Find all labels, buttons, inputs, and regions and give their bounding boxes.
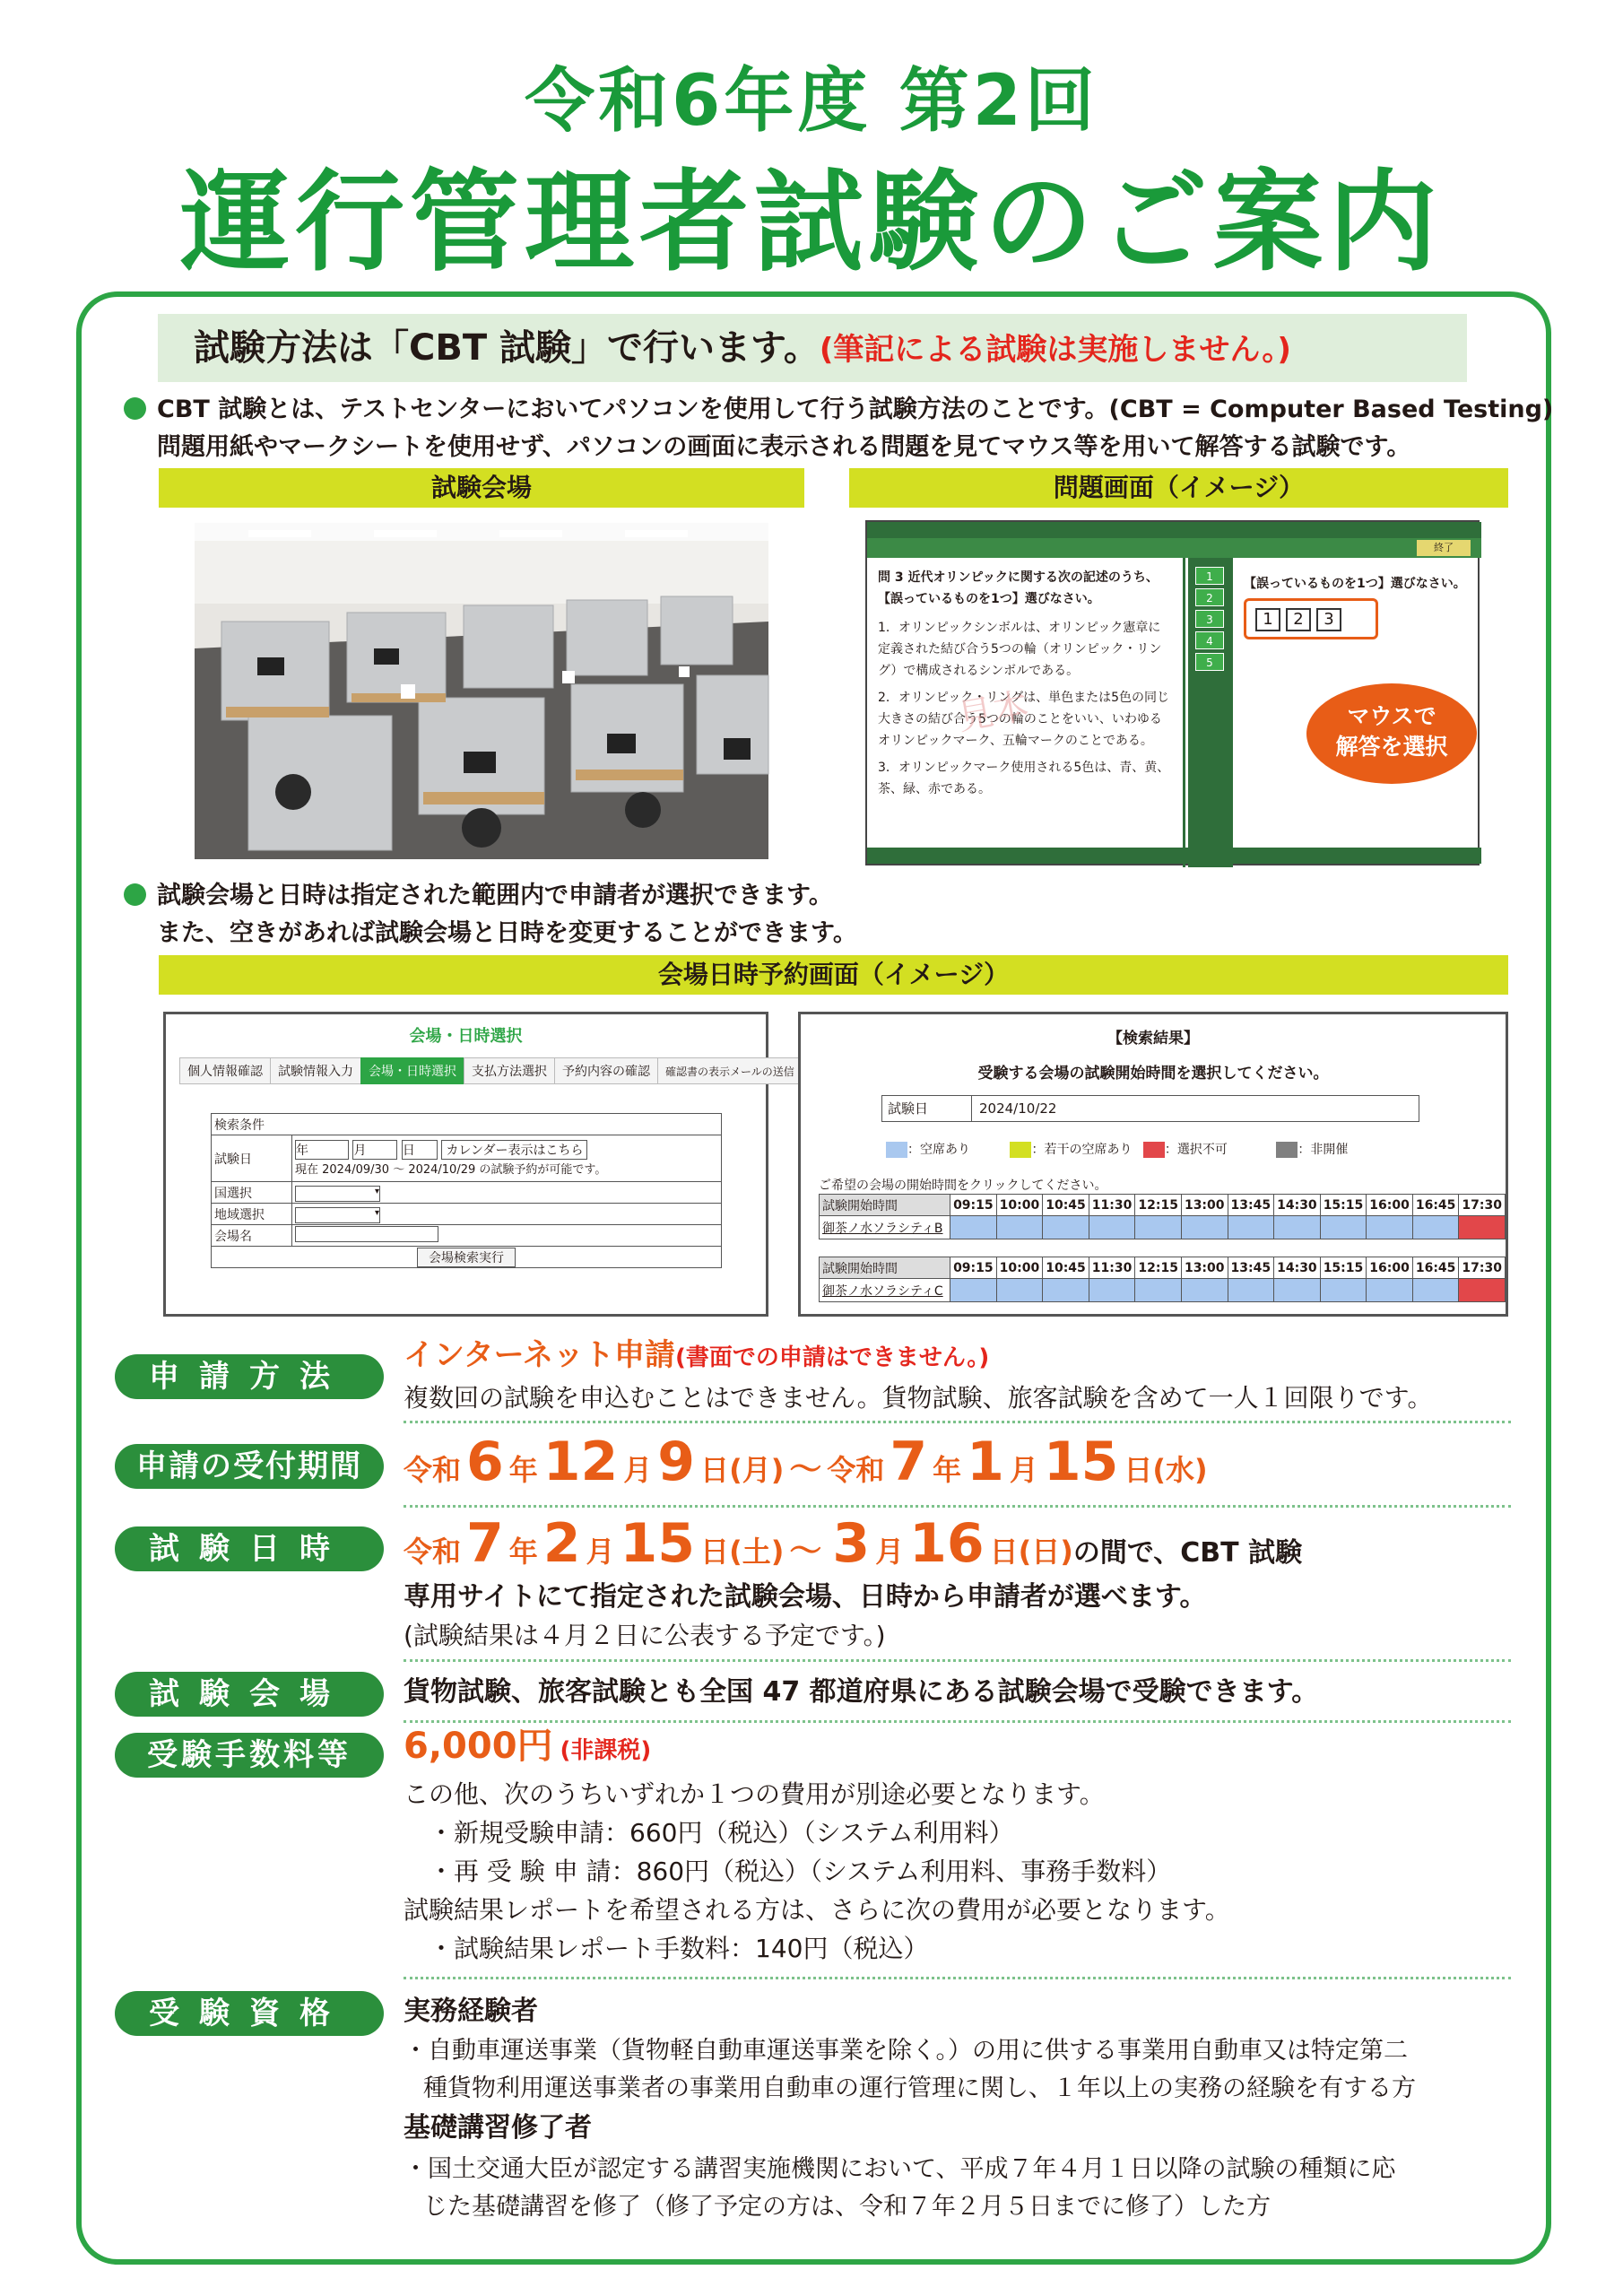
time-slot[interactable] bbox=[1320, 1279, 1367, 1302]
date-token: 月 bbox=[875, 1535, 905, 1569]
date-token: 7 bbox=[466, 1512, 504, 1575]
step-5: 予約内容の確認 bbox=[554, 1057, 658, 1084]
fee-line-3: ・再 受 験 申 請：860円（税込）（システム利用料、事務手数料） bbox=[404, 1857, 1172, 1886]
time-slot[interactable] bbox=[1181, 1216, 1228, 1239]
exam-date-label: 試験日 bbox=[212, 1135, 292, 1182]
step-6: 確認書の表示メールの送信 bbox=[657, 1057, 803, 1084]
time-slot[interactable] bbox=[950, 1216, 997, 1239]
choice-1: 1．オリンピックシンボルは、オリンピック憲章に定義された結び合う5つの輪（オリンピック・リング）で構成されるシンボルである。 bbox=[878, 621, 1162, 678]
qual-1-line2: 種貨物利用運送事業者の事業用自動車の運行管理に関し、１年以上の実務の経験を有する方 bbox=[423, 2074, 1416, 2102]
date-token: 15 bbox=[620, 1512, 696, 1575]
step-3: 会場・日時選択 bbox=[360, 1057, 464, 1084]
date-token: 令和 bbox=[827, 1453, 885, 1487]
day-input[interactable]: 日 bbox=[402, 1140, 438, 1160]
time-slot[interactable] bbox=[1135, 1216, 1182, 1239]
date-token: 日 bbox=[989, 1535, 1019, 1569]
label-qualification: 受験資格 bbox=[115, 1991, 384, 2036]
qual-2-line1: ・国土交通大臣が認定する講習実施機関において、平成７年４月１日以降の試験の種類に応 bbox=[404, 2155, 1396, 2183]
banner-main: 試験方法は「CBT 試験」で行います。 bbox=[194, 327, 820, 369]
exam-date-line2: 専用サイトにて指定された試験会場、日時から申請者が選べます。 bbox=[404, 1581, 1207, 1613]
date-token: 6 bbox=[466, 1431, 504, 1493]
divider bbox=[404, 1659, 1511, 1662]
date-token: 1 bbox=[967, 1431, 1004, 1493]
date-token: (日) bbox=[1018, 1535, 1073, 1569]
title-line-1: 令和6年度 第2回 bbox=[525, 61, 1098, 142]
time-header: 15:15 bbox=[1320, 1257, 1367, 1279]
time-header: 09:15 bbox=[950, 1257, 997, 1279]
date-token: 3 bbox=[832, 1512, 871, 1575]
date-token: 2 bbox=[542, 1512, 581, 1575]
year-input[interactable]: 年 bbox=[295, 1140, 349, 1160]
label-apply-method: 申請方法 bbox=[115, 1354, 384, 1399]
venue-bullet bbox=[124, 877, 857, 952]
legend-swatch-unavailable bbox=[1143, 1142, 1165, 1158]
date-token: (水) bbox=[1152, 1453, 1208, 1487]
start-time-header: 試験開始時間 bbox=[820, 1195, 950, 1216]
venue-photo bbox=[195, 523, 768, 859]
legend-available: ：空席あり bbox=[907, 1143, 970, 1157]
booking-screen-title: 会場日時予約画面（イメージ） bbox=[159, 955, 1508, 995]
time-header: 16:45 bbox=[1412, 1195, 1459, 1216]
choice-2: 2．オリンピック・リングは、単色または5色の同じ大きさの結び合う5つの輪のことをいい、いわゆるオリンピックマーク、五輪マークのことである。 bbox=[878, 691, 1169, 748]
apply-method-note: (書面での申請はできません。) bbox=[674, 1344, 990, 1371]
page-title: 運行管理者試験のご案内 bbox=[180, 159, 1443, 286]
qual-2-line2: じた基礎講習を修了（修了予定の方は、令和７年２月５日までに修了）した方 bbox=[423, 2193, 1271, 2221]
label-fee: 受験手数料等 bbox=[115, 1733, 384, 1778]
fee-line-1: この他、次のうちいずれか１つの費用が別途必要となります。 bbox=[404, 1779, 1105, 1809]
date-value: 2024/10/22 bbox=[979, 1100, 1057, 1117]
time-header: 17:30 bbox=[1459, 1257, 1506, 1279]
venue-name[interactable]: 御茶ノ水ソラシティC bbox=[820, 1279, 950, 1302]
legend-few: ：若干の空席あり bbox=[1031, 1143, 1133, 1157]
time-header: 12:15 bbox=[1135, 1195, 1182, 1216]
divider bbox=[404, 1720, 1511, 1723]
search-conditions-table bbox=[211, 1113, 722, 1268]
time-slot[interactable] bbox=[1228, 1216, 1274, 1239]
time-slot[interactable] bbox=[1274, 1279, 1321, 1302]
date-token: 令和 bbox=[404, 1535, 462, 1569]
cbt-bullet-line2: 問題用紙やマークシートを使用せず、パソコンの画面に表示される問題を見てマウス等を用いて解答する試験です。 bbox=[157, 433, 1411, 461]
search-header: 検索条件 bbox=[212, 1114, 722, 1135]
time-slot[interactable] bbox=[1181, 1279, 1228, 1302]
end-button: 終了 bbox=[1417, 540, 1471, 556]
date-label: 試験日 bbox=[882, 1096, 972, 1121]
date-token: ～ bbox=[789, 1451, 822, 1488]
venue-photo-title: 試験会場 bbox=[159, 468, 804, 508]
question-lead: 問 3 近代オリンピックに関する次の記述のうち、【誤っているものを1つ】選びなさい。 bbox=[878, 570, 1159, 606]
cbt-bullet-line1: CBT 試験とは、テストセンターにおいてパソコンを使用して行う試験方法のことです。(CBT = Computer Based Testing) bbox=[157, 396, 1554, 423]
time-header: 13:45 bbox=[1228, 1257, 1274, 1279]
apply-method-desc: 複数回の試験を申込むことはできません。貨物試験、旅客試験を含めて一人１回限りです。 bbox=[404, 1383, 1433, 1413]
time-slot[interactable] bbox=[1367, 1216, 1413, 1239]
slot-table-2 bbox=[819, 1257, 1506, 1302]
divider bbox=[404, 1977, 1511, 1979]
time-slot[interactable] bbox=[1135, 1279, 1182, 1302]
answer-option-1[interactable]: 1 bbox=[1255, 608, 1280, 631]
time-slot[interactable] bbox=[1274, 1216, 1321, 1239]
watermark: 見本 bbox=[954, 685, 1032, 739]
exam-date-note: (試験結果は４月２日に公表する予定です。) bbox=[404, 1621, 886, 1650]
divider bbox=[404, 1505, 1511, 1508]
bullet-dot-icon bbox=[124, 397, 146, 420]
fee-line-2: ・新規受験申請：660円（税込）（システム利用料） bbox=[404, 1818, 1014, 1848]
time-slot[interactable] bbox=[1089, 1216, 1135, 1239]
time-header: 10:45 bbox=[1043, 1257, 1089, 1279]
time-header: 12:15 bbox=[1135, 1257, 1182, 1279]
fee-note: (非課税) bbox=[560, 1737, 652, 1764]
time-header: 15:15 bbox=[1320, 1195, 1367, 1216]
venue-name-label: 会場名 bbox=[212, 1225, 292, 1247]
choice-3: 3．オリンピックマーク使用される5色は、青、黄、茶、緑、赤である。 bbox=[878, 761, 1170, 796]
fee-line-4: 試験結果レポートを希望される方は、さらに次の費用が必要となります。 bbox=[404, 1895, 1230, 1925]
legend-swatch-closed bbox=[1276, 1142, 1298, 1158]
date-token: 年 bbox=[508, 1535, 538, 1569]
legend-swatch-available bbox=[886, 1142, 907, 1158]
date-token: (月) bbox=[729, 1453, 785, 1487]
answer-option-2[interactable]: 2 bbox=[1286, 608, 1311, 631]
time-slot[interactable] bbox=[1412, 1279, 1459, 1302]
exam-date bbox=[404, 1509, 1302, 1587]
time-header: 13:00 bbox=[1181, 1257, 1228, 1279]
venue-desc: 貨物試験、旅客試験とも全国 47 都道府県にある試験会場で受験できます。 bbox=[404, 1676, 1319, 1708]
time-header: 13:45 bbox=[1228, 1195, 1274, 1216]
banner-note: (筆記による試験は実施しません。) bbox=[819, 332, 1291, 368]
date-token: 月 bbox=[586, 1535, 615, 1569]
time-slot[interactable] bbox=[1043, 1279, 1089, 1302]
time-slot[interactable] bbox=[950, 1279, 997, 1302]
fee-line-5: ・試験結果レポート手数料：140円（税込） bbox=[404, 1934, 929, 1963]
date-token: (土) bbox=[729, 1535, 785, 1569]
venue-bullet-line1: 試験会場と日時は指定された範囲内で申請者が選択できます。 bbox=[157, 882, 833, 909]
date-token: 年 bbox=[933, 1453, 962, 1487]
exam-date-range bbox=[404, 1512, 1073, 1575]
date-token: ～ bbox=[789, 1533, 822, 1570]
date-token: 15 bbox=[1043, 1431, 1119, 1493]
time-slot[interactable] bbox=[1459, 1216, 1506, 1239]
time-slot[interactable] bbox=[1089, 1279, 1135, 1302]
bullet-dot-icon bbox=[124, 883, 146, 906]
bubble-line-2: 解答を選択 bbox=[1335, 734, 1448, 760]
nav-3[interactable]: 3 bbox=[1195, 610, 1224, 628]
time-header: 16:00 bbox=[1367, 1195, 1413, 1216]
month-input[interactable]: 月 bbox=[352, 1140, 397, 1160]
nav-5[interactable]: 5 bbox=[1195, 653, 1224, 671]
legend-closed: ：非開催 bbox=[1298, 1143, 1349, 1157]
bubble-line-1: マウスで bbox=[1347, 703, 1436, 729]
time-header: 10:00 bbox=[996, 1257, 1043, 1279]
question-screen-image bbox=[865, 520, 1480, 865]
time-slot[interactable] bbox=[996, 1216, 1043, 1239]
booking-right-image bbox=[798, 1012, 1508, 1317]
date-token: 9 bbox=[657, 1431, 696, 1493]
legend-swatch-few bbox=[1010, 1142, 1031, 1158]
qual-1-line1: ・自動車運送事業（貨物軽自動車運送事業を除く。）の用に供する事業用自動車又は特定第二 bbox=[404, 2037, 1408, 2065]
result-prompt: 受験する会場の試験開始時間を選択してください。 bbox=[977, 1065, 1329, 1083]
country-select[interactable]: ▾ bbox=[295, 1186, 380, 1202]
time-header: 13:00 bbox=[1181, 1195, 1228, 1216]
legend-unavailable: ：選択不可 bbox=[1164, 1143, 1228, 1157]
answer-option-3[interactable]: 3 bbox=[1316, 608, 1341, 631]
nav-4[interactable]: 4 bbox=[1195, 631, 1224, 649]
time-header: 14:30 bbox=[1274, 1195, 1321, 1216]
time-header: 17:30 bbox=[1459, 1195, 1506, 1216]
time-header: 10:45 bbox=[1043, 1195, 1089, 1216]
nav-2[interactable]: 2 bbox=[1195, 588, 1224, 606]
step-2: 試験情報入力 bbox=[270, 1057, 361, 1084]
time-header: 11:30 bbox=[1089, 1257, 1135, 1279]
date-token: 令和 bbox=[404, 1453, 462, 1487]
label-venue: 試験会場 bbox=[115, 1672, 384, 1717]
time-slot[interactable] bbox=[1043, 1216, 1089, 1239]
cbt-bullet bbox=[124, 391, 1553, 466]
range-note: 現在 2024/09/30 ～ 2024/10/29 の試験予約が可能です。 bbox=[295, 1163, 607, 1177]
search-button[interactable]: 会場検索実行 bbox=[417, 1248, 516, 1267]
qual-1-title: 実務経験者 bbox=[404, 1996, 538, 2027]
time-slot[interactable] bbox=[1320, 1216, 1367, 1239]
apply-method-main: インターネット申請 bbox=[404, 1337, 675, 1373]
time-header: 11:30 bbox=[1089, 1195, 1135, 1216]
time-header: 14:30 bbox=[1274, 1257, 1321, 1279]
time-slot[interactable] bbox=[1412, 1216, 1459, 1239]
date-token: 12 bbox=[542, 1431, 619, 1493]
date-token: 日 bbox=[1124, 1453, 1153, 1487]
date-token: 月 bbox=[623, 1453, 653, 1487]
booking-left-title: 会場・日時選択 bbox=[409, 1027, 523, 1046]
qual-2-title: 基礎講習修了者 bbox=[404, 2112, 592, 2144]
time-slot[interactable] bbox=[996, 1279, 1043, 1302]
calendar-button[interactable]: カレンダー表示はこちら bbox=[441, 1140, 587, 1160]
date-token: 7 bbox=[890, 1431, 928, 1493]
time-slot[interactable] bbox=[1228, 1279, 1274, 1302]
date-token: 日 bbox=[700, 1535, 730, 1569]
step-1: 個人情報確認 bbox=[179, 1057, 271, 1084]
label-exam-date: 試験日時 bbox=[115, 1526, 384, 1571]
fee bbox=[404, 1727, 651, 1770]
date-token: 年 bbox=[508, 1453, 538, 1487]
click-note: ご希望の会場の開始時間をクリックしてください。 bbox=[819, 1178, 1107, 1193]
nav-1[interactable]: 1 bbox=[1195, 567, 1224, 585]
slot-table-1 bbox=[819, 1194, 1506, 1239]
country-label: 国選択 bbox=[212, 1182, 292, 1204]
date-token: 16 bbox=[909, 1512, 985, 1575]
step-4: 支払方法選択 bbox=[464, 1057, 555, 1084]
date-token: 日 bbox=[700, 1453, 730, 1487]
divider bbox=[404, 1421, 1511, 1423]
apply-method bbox=[404, 1336, 989, 1377]
application-period bbox=[404, 1428, 1208, 1506]
time-slot[interactable] bbox=[1367, 1279, 1413, 1302]
region-select[interactable]: ▾ bbox=[295, 1207, 380, 1223]
fee-amount: 6,000円 bbox=[404, 1726, 553, 1767]
mouse-bubble bbox=[1306, 683, 1477, 784]
answer-prompt: 【誤っているものを1つ】選びなさい。 bbox=[1244, 577, 1466, 591]
time-header: 09:15 bbox=[950, 1195, 997, 1216]
time-header: 10:00 bbox=[996, 1195, 1043, 1216]
start-time-header: 試験開始時間 bbox=[820, 1257, 950, 1279]
date-token: 月 bbox=[1009, 1453, 1038, 1487]
region-label: 地域選択 bbox=[212, 1204, 292, 1225]
time-header: 16:00 bbox=[1367, 1257, 1413, 1279]
venue-name[interactable]: 御茶ノ水ソラシティB bbox=[820, 1216, 950, 1239]
question-screen-title: 問題画面（イメージ） bbox=[849, 468, 1508, 508]
exam-date-tail: の間で、CBT 試験 bbox=[1072, 1537, 1303, 1569]
time-header: 16:45 bbox=[1412, 1257, 1459, 1279]
time-slot[interactable] bbox=[1459, 1279, 1506, 1302]
cbt-banner bbox=[158, 314, 1467, 382]
label-period: 申請の受付期間 bbox=[115, 1444, 384, 1489]
result-title: 【検索結果】 bbox=[1107, 1030, 1199, 1048]
venue-name-input[interactable] bbox=[295, 1226, 438, 1242]
venue-bullet-line2: また、空きがあれば試験会場と日時を変更することができます。 bbox=[157, 919, 857, 947]
booking-left-image bbox=[163, 1012, 794, 1317]
